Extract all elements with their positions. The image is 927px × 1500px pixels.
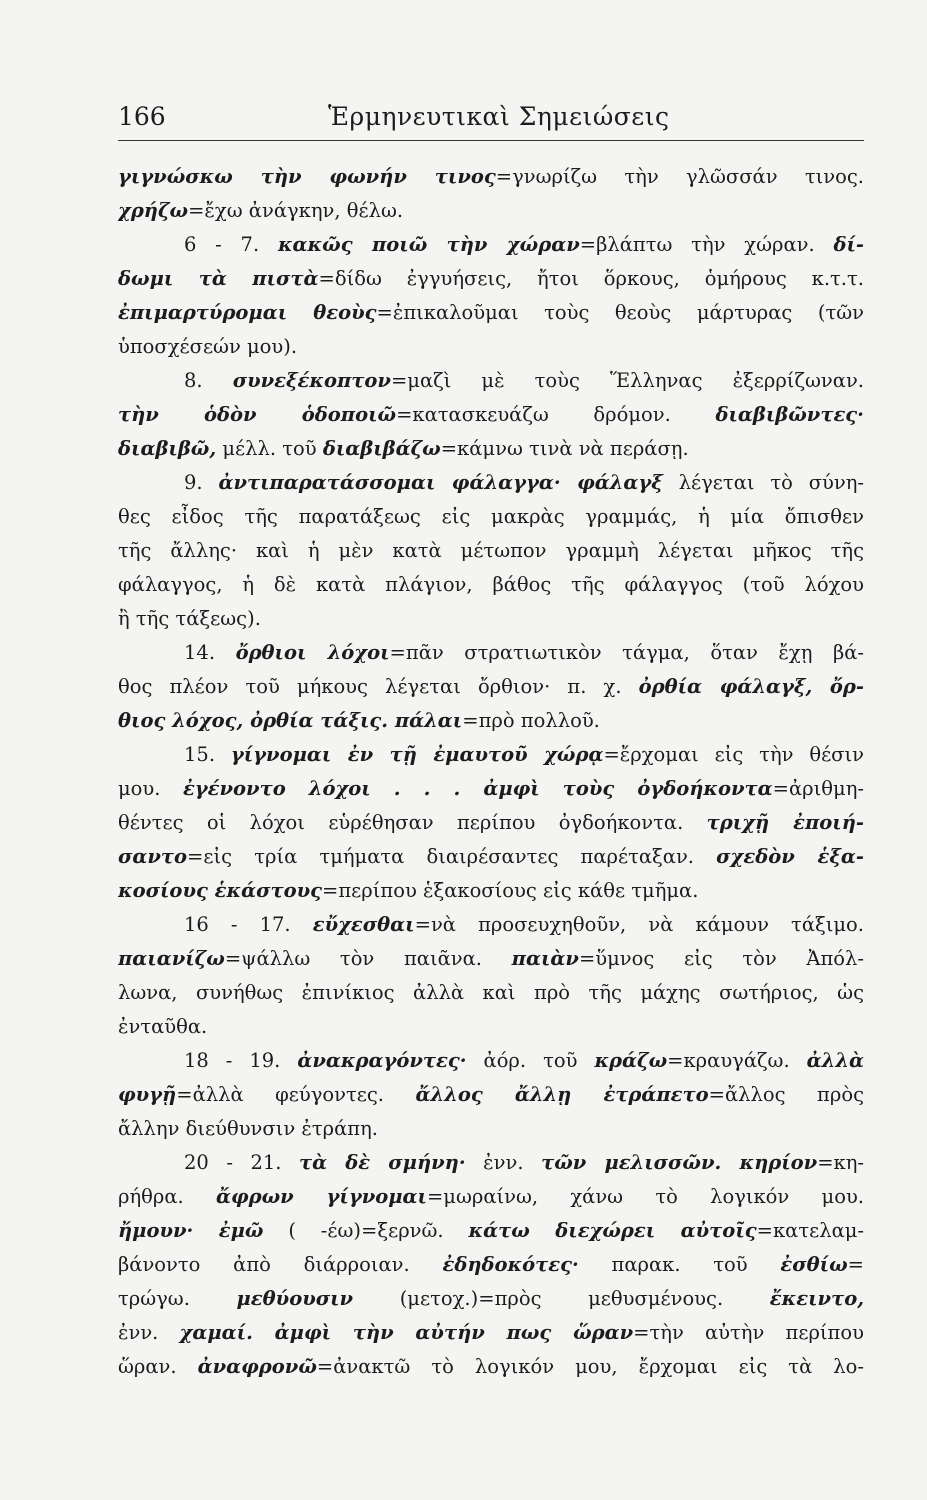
- text-line: [118, 1044, 864, 1078]
- page-header: [118, 100, 864, 141]
- lemma-term: τὰ δὲ σμήνη·: [299, 1151, 466, 1174]
- gloss-text: =ἔχω ἀνάγκην, θέλω.: [188, 199, 404, 222]
- text-line: [118, 1350, 864, 1384]
- gloss-text: =ἀνακτῶ τὸ λογικόν μου, ἔρχομαι εἰς τὰ λο-: [316, 1355, 864, 1378]
- text-line: [118, 500, 864, 534]
- text-line: [118, 228, 864, 262]
- lemma-term: παιὰν: [511, 947, 579, 970]
- gloss-text: =κραυγάζω.: [667, 1049, 807, 1072]
- text-line: [118, 1010, 864, 1044]
- lemma-term: ἀνακραγόντες·: [297, 1049, 467, 1072]
- lemma-term: θιος λόχος, ὀρθία τάξις. πάλαι: [118, 709, 463, 732]
- text-line: [118, 840, 864, 874]
- gloss-text: =: [847, 1253, 864, 1276]
- commentary-text: [118, 160, 864, 1384]
- page-number: 166: [118, 102, 166, 131]
- text-line: [118, 160, 864, 194]
- gloss-text: ὥραν.: [118, 1355, 198, 1378]
- text-line: [118, 1146, 864, 1180]
- text-line: [118, 1316, 864, 1350]
- text-line: [118, 568, 864, 602]
- text-line: [118, 636, 864, 670]
- gloss-text: 8.: [184, 369, 233, 392]
- text-line: [118, 1282, 864, 1316]
- gloss-text: =ψάλλω τὸν παιᾶνα.: [224, 947, 512, 970]
- gloss-text: =ὕμνος εἰς τὸν Ἀπόλ-: [578, 947, 864, 970]
- gloss-text: θος πλέον τοῦ μήκους λέγεται ὄρθιον· π. χ.: [118, 675, 639, 698]
- gloss-text: μου.: [118, 777, 183, 800]
- gloss-text: 20 - 21.: [184, 1151, 300, 1174]
- gloss-text: θες εἶδος τῆς παρατάξεως εἰς μακρὰς γραμμάς, ἡ μία ὄπισθεν: [118, 505, 864, 528]
- gloss-text: μέλλ. τοῦ: [216, 437, 323, 460]
- lemma-term: τριχῇ ἐποιή-: [706, 811, 864, 834]
- text-line: [118, 670, 864, 704]
- text-line: [118, 1078, 864, 1112]
- text-line: [118, 398, 864, 432]
- lemma-term: τῶν μελισσῶν. κηρίον: [541, 1151, 818, 1174]
- text-line: [118, 942, 864, 976]
- lemma-term: κράζω: [594, 1049, 668, 1072]
- gloss-text: =ἐπικαλοῦμαι τοὺς θεοὺς μάρτυρας (τῶν: [376, 301, 864, 324]
- gloss-text: τρώγω.: [118, 1287, 237, 1310]
- lemma-term: τὴν ὁδὸν ὁδοποιῶ: [118, 403, 397, 426]
- text-line: [118, 602, 864, 636]
- gloss-text: ἢ τῆς τάξεως).: [118, 607, 261, 630]
- lemma-term: σχεδὸν ἑξα-: [716, 845, 864, 868]
- text-line: [118, 1214, 864, 1248]
- text-line: [118, 1180, 864, 1214]
- gloss-text: =εἰς τρία τμήματα διαιρέσαντες παρέταξαν.: [187, 845, 717, 868]
- gloss-text: =ἄλλος πρὸς: [708, 1083, 864, 1106]
- lemma-term: διαβιβάζω: [322, 437, 441, 460]
- text-line: [118, 806, 864, 840]
- gloss-text: τῆς ἄλλης· καὶ ἡ μὲν κατὰ μέτωπον γραμμὴ λέγεται μῆκος τῆς: [118, 539, 864, 562]
- gloss-text: ἄλλην διεύθυνσιν ἐτράπη.: [118, 1117, 379, 1140]
- lemma-term: ἀναφρονῶ: [197, 1355, 317, 1378]
- gloss-text: =κατασκευάζω δρόμον.: [396, 403, 716, 426]
- gloss-text: =ἔρχομαι εἰς τὴν θέσιν: [603, 743, 864, 766]
- gloss-text: =ἀριθμη-: [772, 777, 864, 800]
- text-line: [118, 330, 864, 364]
- lemma-term: ἐσθίω: [780, 1253, 848, 1276]
- gloss-text: ἐνταῦθα.: [118, 1015, 208, 1038]
- gloss-text: παρακ. τοῦ: [578, 1253, 781, 1276]
- text-line: [118, 262, 864, 296]
- gloss-text: =κάμνω τινὰ νὰ περάσῃ.: [440, 437, 689, 460]
- gloss-text: 16 - 17.: [184, 913, 313, 936]
- text-line: [118, 874, 864, 908]
- text-line: [118, 466, 864, 500]
- lemma-term: παιανίζω: [118, 947, 225, 970]
- gloss-text: 15.: [184, 743, 231, 766]
- lemma-term: γίγνομαι ἐν τῇ ἐμαυτοῦ χώρᾳ: [230, 743, 604, 766]
- gloss-text: λωνα, συνήθως ἐπινίκιος ἀλλὰ καὶ πρὸ τῆς μάχης σωτήριος, ὡς: [118, 981, 864, 1004]
- lemma-term: ἐπιμαρτύρομαι θεοὺς: [118, 301, 377, 324]
- gloss-text: =μαζὶ μὲ τοὺς Ἕλληνας ἐξερρίζωναν.: [390, 369, 864, 392]
- gloss-text: ἐνν.: [465, 1151, 542, 1174]
- gloss-text: =δίδω ἐγγυήσεις, ἤτοι ὅρκους, ὁμήρους κ.τ.τ.: [318, 267, 864, 290]
- text-line: [118, 296, 864, 330]
- gloss-text: 18 - 19.: [184, 1049, 298, 1072]
- lemma-term: μεθύουσιν: [236, 1287, 354, 1310]
- lemma-term: κοσίους ἑκάστους: [118, 879, 323, 902]
- lemma-term: δωμι τὰ πιστὰ: [118, 267, 319, 290]
- text-line: [118, 908, 864, 942]
- lemma-term: ὄρθιοι λόχοι: [235, 641, 390, 664]
- gloss-text: =κη-: [817, 1151, 864, 1174]
- text-line: [118, 194, 864, 228]
- lemma-term: ἐγένοντο λόχοι . . . ἀμφὶ τοὺς ὀγδοήκοντα: [182, 777, 773, 800]
- lemma-term: ἀντιπαρατάσσομαι φάλαγγα· φάλαγξ: [218, 471, 663, 494]
- lemma-term: ἀλλὰ: [806, 1049, 864, 1072]
- gloss-text: =κατελαμ-: [756, 1219, 864, 1242]
- text-line: [118, 1248, 864, 1282]
- gloss-text: βάνοντο ἀπὸ διάρροιαν.: [118, 1253, 443, 1276]
- lemma-term: κάτω διεχώρει αὐτοῖς: [468, 1219, 757, 1242]
- lemma-term: ἐδηδοκότες·: [442, 1253, 579, 1276]
- lemma-term: δί-: [833, 233, 864, 256]
- lemma-term: εὔχεσθαι: [312, 913, 415, 936]
- gloss-text: =ἀλλὰ φεύγοντες.: [176, 1083, 416, 1106]
- lemma-term: σαντο: [118, 845, 188, 868]
- lemma-term: κακῶς ποιῶ τὴν χώραν: [277, 233, 580, 256]
- gloss-text: =πᾶν στρατιωτικὸν τάγμα, ὅταν ἔχῃ βά-: [389, 641, 864, 664]
- gloss-text: ἐνν.: [118, 1321, 180, 1344]
- text-line: [118, 364, 864, 398]
- gloss-text: λέγεται τὸ σύνη-: [662, 471, 864, 494]
- lemma-term: ἔκειντο,: [769, 1287, 864, 1310]
- text-line: [118, 704, 864, 738]
- lemma-term: γιγνώσκω τὴν φωνήν τινος: [118, 165, 496, 188]
- text-line: [118, 772, 864, 806]
- lemma-term: ἄλλος ἄλλῃ ἐτράπετο: [415, 1083, 709, 1106]
- gloss-text: φάλαγγος, ἡ δὲ κατὰ πλάγιον, βάθος τῆς φάλαγγος (τοῦ λόχου: [118, 573, 864, 596]
- text-line: [118, 432, 864, 466]
- lemma-term: ἤμουν· ἐμῶ: [118, 1219, 264, 1242]
- gloss-text: (μετοχ.)=πρὸς μεθυσμένους.: [353, 1287, 770, 1310]
- lemma-term: φυγῇ: [118, 1083, 177, 1106]
- gloss-text: 14.: [184, 641, 236, 664]
- lemma-term: ἄφρων γίγνομαι: [215, 1185, 427, 1208]
- lemma-term: χρήζω: [118, 199, 189, 222]
- text-line: [118, 534, 864, 568]
- gloss-text: 6 - 7.: [184, 233, 278, 256]
- gloss-text: 9.: [184, 471, 219, 494]
- gloss-text: =γνωρίζω τὴν γλῶσσάν τινος.: [495, 165, 864, 188]
- lemma-term: χαμαί. ἀμφὶ τὴν αὐτήν πως ὥραν: [179, 1321, 634, 1344]
- text-line: [118, 976, 864, 1010]
- lemma-term: διαβιβῶ,: [118, 437, 217, 460]
- lemma-term: ὀρθία φάλαγξ, ὄρ-: [638, 675, 864, 698]
- lemma-term: συνεξέκοπτον: [232, 369, 391, 392]
- gloss-text: =νὰ προσευχηθοῦν, νὰ κάμουν τάξιμο.: [414, 913, 864, 936]
- gloss-text: ( -έω)=ξερνῶ.: [263, 1219, 469, 1242]
- gloss-text: =βλάπτω τὴν χώραν.: [579, 233, 834, 256]
- gloss-text: ρήθρα.: [118, 1185, 216, 1208]
- gloss-text: ἀόρ. τοῦ: [466, 1049, 595, 1072]
- gloss-text: ὑποσχέσεών μου).: [118, 335, 298, 358]
- running-title: Ἑρμηνευτικαὶ Σημειώσεις: [328, 102, 670, 131]
- lemma-term: διαβιβῶντες·: [715, 403, 864, 426]
- gloss-text: =τὴν αὐτὴν περίπου: [633, 1321, 864, 1344]
- text-line: [118, 738, 864, 772]
- gloss-text: =πρὸ πολλοῦ.: [462, 709, 600, 732]
- text-line: [118, 1112, 864, 1146]
- gloss-text: =περίπου ἑξακοσίους εἰς κάθε τμῆμα.: [322, 879, 699, 902]
- gloss-text: =μωραίνω, χάνω τὸ λογικόν μου.: [426, 1185, 864, 1208]
- gloss-text: θέντες οἱ λόχοι εὑρέθησαν περίπου ὀγδοήκοντα.: [118, 811, 707, 834]
